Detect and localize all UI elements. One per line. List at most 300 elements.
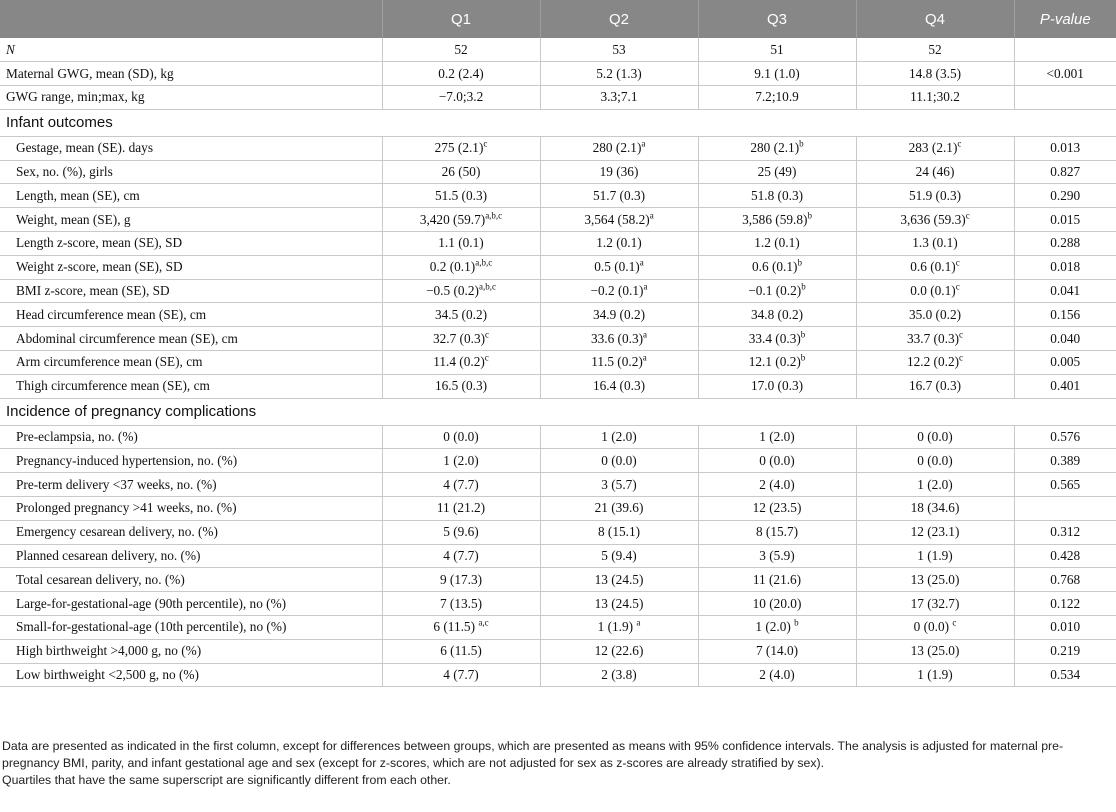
cell-value: 0.576 <box>1050 429 1081 445</box>
significance-superscript: a,b,c <box>475 257 493 268</box>
cell-value: Total cesarean delivery, no. (%) <box>16 571 185 587</box>
significance-superscript: a <box>641 138 646 149</box>
cell-q4 <box>856 449 1014 473</box>
cell-q3 <box>698 327 856 351</box>
cell-q1 <box>382 303 540 327</box>
cell-value: 0.041 <box>1050 283 1081 299</box>
cell-value: 9.1 (1.0) <box>754 65 800 81</box>
cell-value: Abdominal circumference mean (SE), cm <box>16 330 238 346</box>
cell-q3 <box>698 232 856 256</box>
table-row <box>0 473 1116 497</box>
table-row <box>0 208 1116 232</box>
cell-q4 <box>856 568 1014 592</box>
cell-q4 <box>856 663 1014 687</box>
significance-superscript: c <box>959 329 964 340</box>
cell-value: Length, mean (SE), cm <box>16 187 140 203</box>
cell-q1 <box>382 497 540 521</box>
table-row <box>0 232 1116 256</box>
cell-q2 <box>540 473 698 497</box>
cell-label <box>0 303 382 327</box>
cell-value: Sex, no. (%), girls <box>16 164 113 180</box>
cell-value: 13 (25.0) <box>910 643 960 659</box>
table-row <box>0 303 1116 327</box>
cell-value: Pregnancy-induced hypertension, no. (%) <box>16 452 238 468</box>
cell-value: 12.2 (0.2) <box>906 354 960 370</box>
table-row <box>0 520 1116 544</box>
cell-label <box>0 38 382 62</box>
cell-q1 <box>382 38 540 62</box>
cell-q3 <box>698 184 856 208</box>
cell-value: 3 (5.9) <box>759 548 795 564</box>
cell-q3 <box>698 473 856 497</box>
cell-value: 0.122 <box>1050 595 1081 611</box>
cell-value: 0.565 <box>1050 476 1081 492</box>
cell-value: 1.3 (0.1) <box>912 235 958 251</box>
cell-value: 7 (13.5) <box>439 595 483 611</box>
cell-q2 <box>540 497 698 521</box>
cell-q3 <box>698 520 856 544</box>
cell-q3 <box>698 279 856 303</box>
cell-value: 0.288 <box>1050 235 1081 251</box>
cell-q3 <box>698 592 856 616</box>
cell-p-value <box>1014 568 1116 592</box>
cell-q4 <box>856 208 1014 232</box>
table-row <box>0 568 1116 592</box>
cell-value: 280 (2.1) <box>750 140 800 156</box>
cell-value: 51.5 (0.3) <box>434 187 488 203</box>
cell-value: 13 (24.5) <box>594 595 644 611</box>
cell-value: 11.4 (0.2) <box>433 354 485 370</box>
cell-value: Weight z-score, mean (SE), SD <box>16 259 183 275</box>
cell-value: 26 (50) <box>441 164 481 180</box>
section-row <box>0 398 1116 425</box>
cell-value: 3 (5.7) <box>601 476 637 492</box>
cell-value: 0 (0.0) <box>917 429 953 445</box>
cell-value: 1.2 (0.1) <box>596 235 642 251</box>
table-footnotes <box>2 738 1114 789</box>
cell-value: BMI z-score, mean (SE), SD <box>16 283 170 299</box>
cell-value: 0.156 <box>1050 306 1081 322</box>
table-row <box>0 136 1116 160</box>
cell-value: 0.6 (0.1) <box>910 259 956 275</box>
table-row <box>0 616 1116 640</box>
cell-q4 <box>856 136 1014 160</box>
cell-value: N <box>6 41 15 57</box>
cell-q2 <box>540 544 698 568</box>
header-q3: Q3 <box>698 0 856 38</box>
cell-value: 0.534 <box>1050 667 1081 683</box>
cell-value: 11.5 (0.2) <box>591 354 643 370</box>
cell-q4 <box>856 184 1014 208</box>
cell-q4 <box>856 327 1014 351</box>
significance-superscript: c <box>955 281 960 292</box>
cell-q2 <box>540 327 698 351</box>
cell-q3 <box>698 160 856 184</box>
significance-superscript: a <box>636 618 641 628</box>
cell-p-value <box>1014 374 1116 398</box>
cell-label <box>0 520 382 544</box>
cell-q3 <box>698 425 856 449</box>
cell-value: 275 (2.1) <box>434 140 484 156</box>
cell-p-value <box>1014 592 1116 616</box>
cell-q4 <box>856 351 1014 375</box>
cell-p-value <box>1014 327 1116 351</box>
table-body <box>0 38 1116 687</box>
cell-q3 <box>698 86 856 110</box>
cell-label <box>0 184 382 208</box>
cell-p-value <box>1014 303 1116 327</box>
section-title: Incidence of pregnancy complications <box>0 398 1116 425</box>
cell-value: 0.827 <box>1050 164 1081 180</box>
cell-q2 <box>540 425 698 449</box>
cell-value: 12.1 (0.2) <box>748 354 801 370</box>
cell-p-value <box>1014 351 1116 375</box>
cell-q4 <box>856 255 1014 279</box>
cell-value: 34.9 (0.2) <box>592 306 646 322</box>
cell-value: 1 (2.0) <box>759 429 795 445</box>
section-row <box>0 109 1116 136</box>
cell-q4 <box>856 425 1014 449</box>
table-row <box>0 184 1116 208</box>
cell-value: 34.5 (0.2) <box>434 306 488 322</box>
cell-value: 3,420 (59.7) <box>419 211 486 227</box>
cell-q2 <box>540 592 698 616</box>
cell-label <box>0 327 382 351</box>
significance-superscript: a,b,c <box>485 210 503 221</box>
cell-value: Maternal GWG, mean (SD), kg <box>6 65 174 81</box>
cell-value: 0.2 (2.4) <box>438 65 484 81</box>
cell-value: 33.4 (0.3) <box>748 330 801 346</box>
cell-value: 9 (17.3) <box>439 571 483 587</box>
table-row <box>0 255 1116 279</box>
cell-q2 <box>540 639 698 663</box>
cell-p-value <box>1014 520 1116 544</box>
significance-superscript: b <box>797 257 802 268</box>
cell-q4 <box>856 616 1014 640</box>
cell-q3 <box>698 303 856 327</box>
cell-q3 <box>698 62 856 86</box>
cell-value: 1 (1.9) <box>597 619 637 635</box>
cell-value: 0.312 <box>1050 524 1081 540</box>
cell-value: 16.4 (0.3) <box>592 378 646 394</box>
significance-superscript: c <box>955 257 960 268</box>
cell-q3 <box>698 208 856 232</box>
cell-value: 17.0 (0.3) <box>750 378 804 394</box>
cell-value: 14.8 (3.5) <box>908 65 962 81</box>
cell-p-value <box>1014 663 1116 687</box>
cell-value: 16.7 (0.3) <box>908 378 962 394</box>
cell-label <box>0 568 382 592</box>
cell-value: −7.0;3.2 <box>438 89 484 105</box>
cell-q2 <box>540 232 698 256</box>
cell-value: 11 (21.2) <box>436 500 486 516</box>
cell-label <box>0 374 382 398</box>
cell-label <box>0 544 382 568</box>
cell-value: 0.6 (0.1) <box>752 259 798 275</box>
cell-p-value <box>1014 208 1116 232</box>
cell-q1 <box>382 184 540 208</box>
cell-q1 <box>382 616 540 640</box>
cell-p-value <box>1014 473 1116 497</box>
cell-value: 24 (46) <box>915 164 955 180</box>
table-row <box>0 663 1116 687</box>
cell-label <box>0 279 382 303</box>
cell-value: 3,586 (59.8) <box>742 211 808 227</box>
cell-q4 <box>856 160 1014 184</box>
cell-q1 <box>382 208 540 232</box>
cell-q2 <box>540 520 698 544</box>
significance-superscript: c <box>483 138 488 149</box>
cell-value: 5.2 (1.3) <box>596 65 642 81</box>
cell-value: Arm circumference mean (SE), cm <box>16 354 203 370</box>
cell-q4 <box>856 38 1014 62</box>
cell-value: 6 (11.5) <box>433 619 479 635</box>
cell-value: 2 (3.8) <box>601 667 637 683</box>
table-row <box>0 327 1116 351</box>
significance-superscript: c <box>485 329 490 340</box>
cell-p-value <box>1014 136 1116 160</box>
cell-value: 12 (23.1) <box>910 524 960 540</box>
significance-superscript: b <box>800 329 806 340</box>
cell-value: <0.001 <box>1046 65 1084 81</box>
cell-q2 <box>540 86 698 110</box>
cell-value: 1 (2.0) <box>601 429 637 445</box>
cell-value: 1.2 (0.1) <box>754 235 800 251</box>
cell-value: 1 (1.9) <box>917 548 953 564</box>
cell-value: 11.1;30.2 <box>910 89 960 105</box>
cell-value: Head circumference mean (SE), cm <box>16 306 207 322</box>
cell-value: 34.8 (0.2) <box>750 306 804 322</box>
cell-value: 35.0 (0.2) <box>908 306 962 322</box>
cell-value: 0.015 <box>1050 211 1081 227</box>
cell-value: 3,636 (59.3) <box>900 211 966 227</box>
cell-q2 <box>540 208 698 232</box>
cell-q3 <box>698 616 856 640</box>
cell-value: 52 <box>928 41 942 57</box>
cell-value: 33.7 (0.3) <box>906 330 960 346</box>
cell-value: −0.2 (0.1) <box>590 283 644 299</box>
cell-value: 10 (20.0) <box>752 595 802 611</box>
significance-superscript: c <box>952 618 957 628</box>
cell-value: 283 (2.1) <box>908 140 958 156</box>
cell-value: 1 (2.0) <box>443 452 479 468</box>
cell-q4 <box>856 232 1014 256</box>
cell-q2 <box>540 568 698 592</box>
cell-value: 32.7 (0.3) <box>432 330 486 346</box>
significance-superscript: a <box>643 329 648 340</box>
cell-q3 <box>698 38 856 62</box>
cell-value: Pre-term delivery <37 weeks, no. (%) <box>16 476 217 492</box>
cell-value: 0.013 <box>1050 140 1081 156</box>
cell-value: Pre-eclampsia, no. (%) <box>16 429 138 445</box>
cell-value: 4 (7.7) <box>443 667 479 683</box>
cell-q1 <box>382 663 540 687</box>
cell-q4 <box>856 62 1014 86</box>
cell-value: Low birthweight <2,500 g, no (%) <box>16 667 199 683</box>
cell-p-value <box>1014 62 1116 86</box>
cell-value: 12 (22.6) <box>594 643 644 659</box>
footnote-methods: Data are presented as indicated in the first column, except for differences between groups, which are presented as means with 95% confidence intervals. The analysis is adjusted for maternal pre-pregnancy BMI, parity, and infant gestational age and sex (except for z-scores, which are not adjusted for sex as z-scores are already stratified by sex). <box>2 739 1064 770</box>
significance-superscript: a <box>642 353 647 364</box>
cell-value: 52 <box>454 41 468 57</box>
cell-value: 25 (49) <box>757 164 797 180</box>
cell-value: Gestage, mean (SE). days <box>16 140 153 156</box>
cell-q2 <box>540 303 698 327</box>
cell-q1 <box>382 255 540 279</box>
cell-q3 <box>698 497 856 521</box>
cell-value: 0.005 <box>1050 354 1081 370</box>
header-p-value-text: P-value <box>1039 10 1091 28</box>
cell-value: 1.1 (0.1) <box>438 235 484 251</box>
cell-value: 1 (2.0) <box>917 476 953 492</box>
cell-value: 51 <box>770 41 784 57</box>
cell-p-value <box>1014 639 1116 663</box>
cell-q3 <box>698 255 856 279</box>
cell-value: 51.7 (0.3) <box>592 187 646 203</box>
cell-value: 0.2 (0.1) <box>429 259 476 275</box>
cell-value: 0.428 <box>1050 548 1081 564</box>
table-row <box>0 62 1116 86</box>
cell-p-value <box>1014 425 1116 449</box>
cell-label <box>0 425 382 449</box>
table-row <box>0 592 1116 616</box>
cell-value: 0 (0.0) <box>913 619 953 635</box>
cell-value: 280 (2.1) <box>592 140 642 156</box>
cell-label <box>0 616 382 640</box>
cell-value: 11 (21.6) <box>752 571 802 587</box>
cell-label <box>0 232 382 256</box>
significance-superscript: c <box>959 353 964 364</box>
cell-q2 <box>540 38 698 62</box>
cell-q1 <box>382 568 540 592</box>
cell-p-value <box>1014 616 1116 640</box>
cell-value: 4 (7.7) <box>443 476 479 492</box>
cell-value: Large-for-gestational-age (90th percentile), no (%) <box>16 595 287 611</box>
cell-value: −0.1 (0.2) <box>748 283 802 299</box>
cell-p-value <box>1014 86 1116 110</box>
cell-value: 4 (7.7) <box>443 548 479 564</box>
cell-label <box>0 86 382 110</box>
cell-q1 <box>382 279 540 303</box>
cell-q4 <box>856 592 1014 616</box>
significance-superscript: c <box>957 138 962 149</box>
header-p-value <box>1014 0 1116 38</box>
cell-q4 <box>856 279 1014 303</box>
cell-q1 <box>382 374 540 398</box>
cell-p-value <box>1014 232 1116 256</box>
cell-value: 0.219 <box>1050 643 1081 659</box>
cell-label <box>0 255 382 279</box>
cell-q3 <box>698 639 856 663</box>
table-row <box>0 160 1116 184</box>
cell-value: Planned cesarean delivery, no. (%) <box>16 548 201 564</box>
cell-q1 <box>382 232 540 256</box>
cell-value: 0.5 (0.1) <box>594 259 640 275</box>
cell-q1 <box>382 544 540 568</box>
cell-label <box>0 136 382 160</box>
cell-q1 <box>382 449 540 473</box>
table-row <box>0 639 1116 663</box>
cell-value: Thigh circumference mean (SE), cm <box>16 378 210 394</box>
cell-q1 <box>382 351 540 375</box>
table-row <box>0 544 1116 568</box>
cell-p-value <box>1014 184 1116 208</box>
cell-value: High birthweight >4,000 g, no (%) <box>16 643 202 659</box>
cell-q1 <box>382 136 540 160</box>
cell-q3 <box>698 568 856 592</box>
cell-q4 <box>856 639 1014 663</box>
cell-value: 0 (0.0) <box>759 452 795 468</box>
cell-value: 13 (24.5) <box>594 571 644 587</box>
significance-superscript: b <box>799 138 804 149</box>
header-blank <box>0 0 382 38</box>
cell-q2 <box>540 62 698 86</box>
significance-superscript: b <box>807 210 812 221</box>
cell-q1 <box>382 62 540 86</box>
cell-value: 7 (14.0) <box>755 643 799 659</box>
cell-q1 <box>382 520 540 544</box>
cell-q1 <box>382 639 540 663</box>
cell-p-value <box>1014 497 1116 521</box>
cell-q1 <box>382 425 540 449</box>
significance-superscript: a <box>639 257 644 268</box>
cell-p-value <box>1014 160 1116 184</box>
cell-value: 33.6 (0.3) <box>590 330 644 346</box>
cell-value: 0.768 <box>1050 571 1081 587</box>
cell-q2 <box>540 136 698 160</box>
cell-value: 53 <box>612 41 626 57</box>
cell-value: 3,564 (58.2) <box>584 211 650 227</box>
cell-q2 <box>540 374 698 398</box>
cell-value: 0.018 <box>1050 259 1081 275</box>
cell-label <box>0 663 382 687</box>
header-q2: Q2 <box>540 0 698 38</box>
cell-value: 0 (0.0) <box>917 452 953 468</box>
cell-value: 0.040 <box>1050 330 1081 346</box>
cell-value: 6 (11.5) <box>440 643 482 659</box>
cell-q2 <box>540 160 698 184</box>
cell-q2 <box>540 663 698 687</box>
cell-q1 <box>382 86 540 110</box>
cell-value: 16.5 (0.3) <box>434 378 488 394</box>
cell-q3 <box>698 136 856 160</box>
section-title: Infant outcomes <box>0 109 1116 136</box>
cell-label <box>0 449 382 473</box>
footnote-superscripts: Quartiles that have the same superscript are significantly different from each other. <box>2 773 451 787</box>
table-row <box>0 86 1116 110</box>
significance-superscript: a,c <box>478 618 489 628</box>
header-row <box>0 0 1116 38</box>
cell-value: 17 (32.7) <box>910 595 960 611</box>
cell-p-value <box>1014 255 1116 279</box>
cell-value: 2 (4.0) <box>759 476 795 492</box>
cell-value: 0.389 <box>1050 452 1081 468</box>
cell-value: 13 (25.0) <box>910 571 960 587</box>
cell-value: 0.401 <box>1050 378 1081 394</box>
cell-p-value <box>1014 449 1116 473</box>
cell-q4 <box>856 497 1014 521</box>
cell-q4 <box>856 303 1014 327</box>
cell-value: 21 (39.6) <box>594 500 644 516</box>
cell-value: 19 (36) <box>599 164 639 180</box>
cell-value: 0 (0.0) <box>601 452 637 468</box>
cell-q4 <box>856 86 1014 110</box>
cell-label <box>0 592 382 616</box>
cell-value: 0.0 (0.1) <box>910 283 956 299</box>
cell-q3 <box>698 374 856 398</box>
cell-q2 <box>540 351 698 375</box>
cell-value: 51.9 (0.3) <box>908 187 962 203</box>
